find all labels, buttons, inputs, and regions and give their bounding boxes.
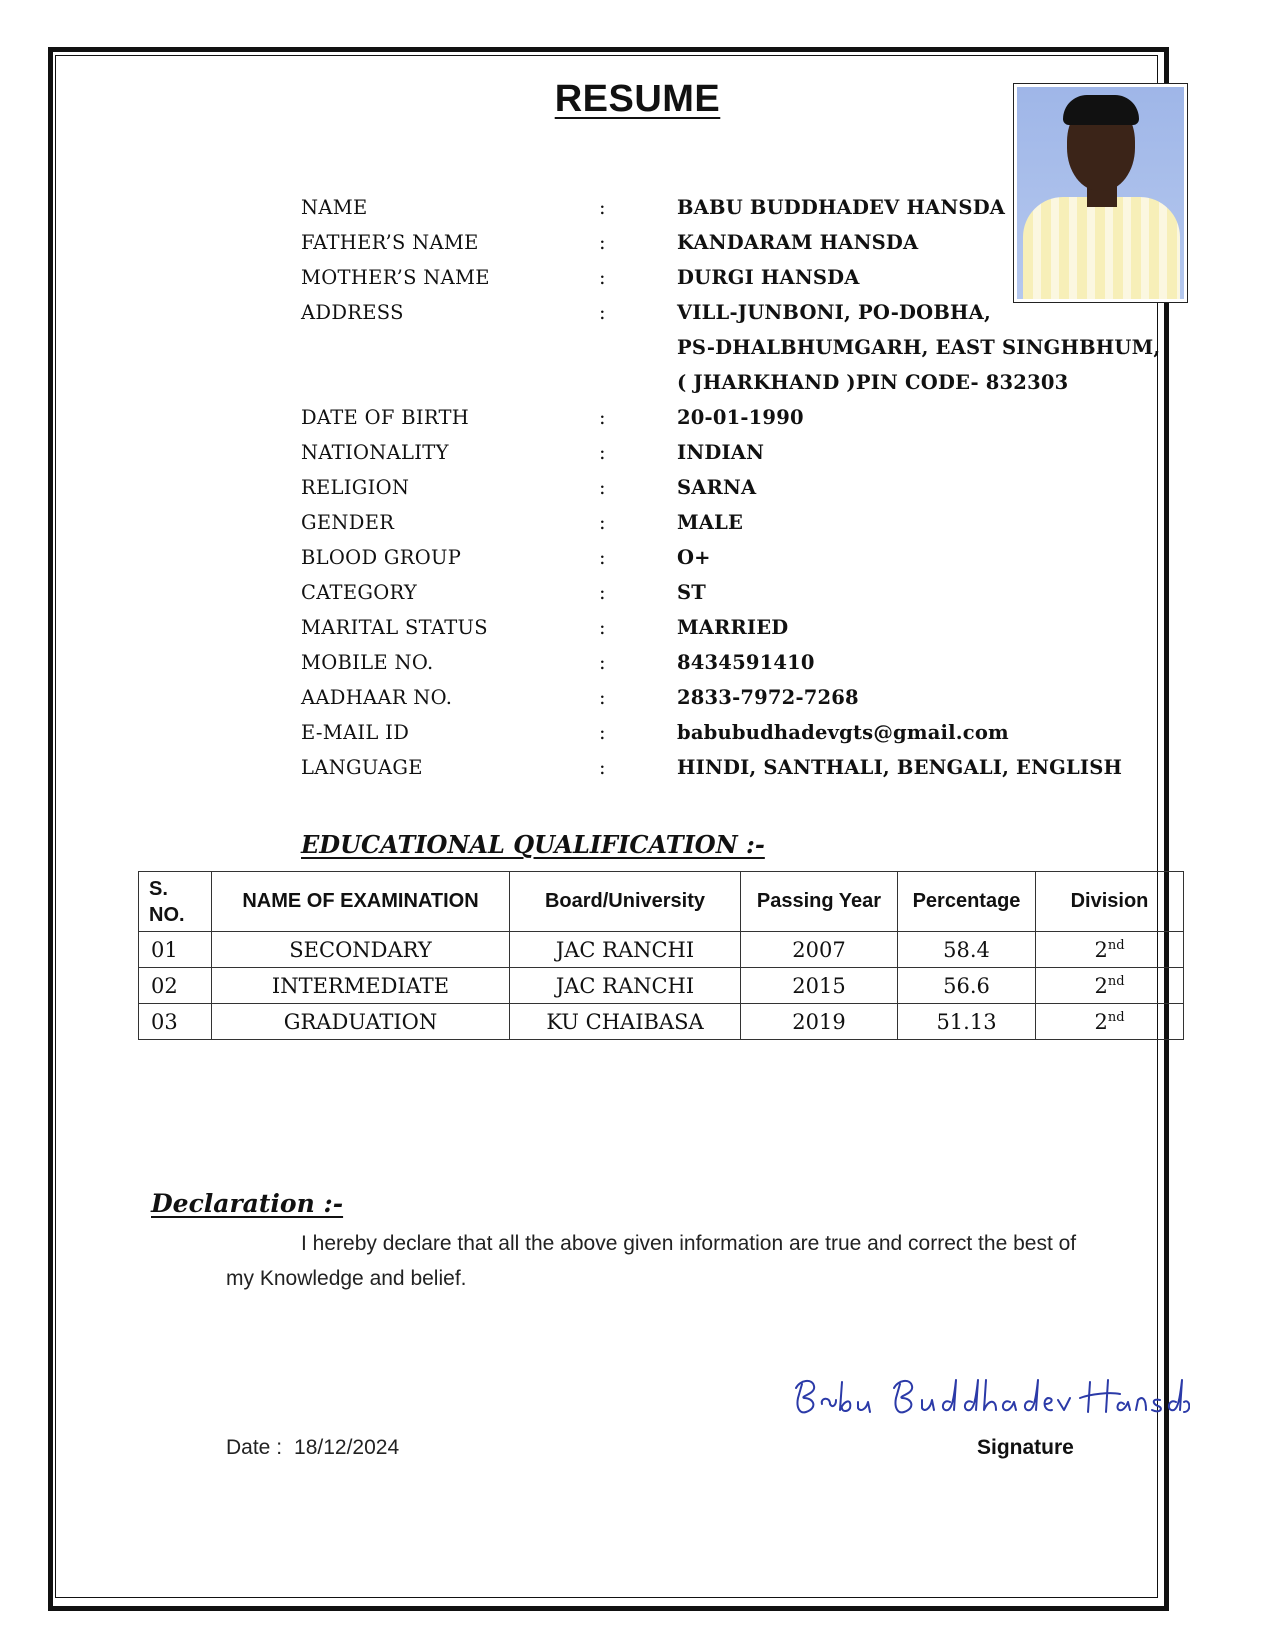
cell-sno: 02 — [139, 968, 212, 1004]
education-table-header — [139, 872, 1184, 932]
detail-label: NAME — [301, 196, 368, 219]
cell-sno: 01 — [139, 932, 212, 968]
detail-label: LANGUAGE — [301, 756, 423, 779]
detail-value: PS-DHALBHUMGARH, EAST SINGHBHUM, — [677, 336, 1161, 359]
detail-row — [301, 225, 1141, 260]
detail-value: BABU BUDDHADEV HANSDA — [677, 196, 1006, 219]
detail-colon: : — [599, 651, 606, 674]
col-header-year: Passing Year — [741, 872, 898, 932]
cell-year: 2019 — [741, 1004, 898, 1040]
detail-row — [301, 260, 1141, 295]
detail-colon: : — [599, 546, 606, 569]
education-table — [138, 871, 1184, 1040]
detail-row — [301, 540, 1141, 575]
division-value: 2 — [1094, 1009, 1108, 1034]
detail-label: ADDRESS — [301, 301, 404, 324]
detail-row — [301, 295, 1141, 330]
education-heading: EDUCATIONAL QUALIFICATION :- — [301, 830, 765, 859]
cell-board: KU CHAIBASA — [510, 1004, 741, 1040]
detail-value: MARRIED — [677, 616, 789, 639]
detail-label: DATE OF BIRTH — [301, 406, 470, 429]
detail-row — [301, 680, 1141, 715]
detail-label: RELIGION — [301, 476, 410, 499]
cell-exam: GRADUATION — [212, 1004, 510, 1040]
cell-exam: INTERMEDIATE — [212, 968, 510, 1004]
detail-colon: : — [599, 721, 606, 744]
table-row — [139, 1004, 1184, 1040]
detail-row — [301, 365, 1141, 400]
col-header-sno: S. NO. — [139, 872, 212, 932]
date-line — [226, 1436, 399, 1460]
detail-colon: : — [599, 231, 606, 254]
col-header-exam: NAME OF EXAMINATION — [212, 872, 510, 932]
date-label: Date : — [226, 1436, 283, 1459]
detail-label: FATHER’S NAME — [301, 231, 479, 254]
handwritten-signature — [790, 1368, 1190, 1428]
detail-label: BLOOD GROUP — [301, 546, 462, 569]
cell-year: 2015 — [741, 968, 898, 1004]
detail-colon: : — [599, 616, 606, 639]
signature-label: Signature — [977, 1436, 1074, 1459]
cell-percentage: 58.4 — [898, 932, 1036, 968]
division-value: 2 — [1094, 973, 1108, 998]
detail-value: SARNA — [677, 476, 757, 499]
detail-label: CATEGORY — [301, 581, 418, 604]
detail-row — [301, 575, 1141, 610]
detail-colon: : — [599, 756, 606, 779]
detail-colon: : — [599, 406, 606, 429]
detail-row — [301, 330, 1161, 365]
personal-details — [301, 190, 1161, 785]
detail-colon: : — [599, 266, 606, 289]
detail-label: MOTHER’S NAME — [301, 266, 490, 289]
detail-colon: : — [599, 441, 606, 464]
detail-value: INDIAN — [677, 441, 765, 464]
cell-board: JAC RANCHI — [510, 968, 741, 1004]
col-header-division: Division — [1036, 872, 1184, 932]
detail-colon: : — [599, 301, 606, 324]
cell-division — [1036, 1004, 1184, 1040]
detail-colon: : — [599, 511, 606, 534]
cell-percentage: 51.13 — [898, 1004, 1036, 1040]
division-suffix: nd — [1107, 973, 1125, 989]
cell-exam: SECONDARY — [212, 932, 510, 968]
page-title: RESUME — [554, 78, 721, 120]
detail-row — [301, 505, 1141, 540]
detail-label: AADHAAR NO. — [301, 686, 453, 709]
detail-label: GENDER — [301, 511, 395, 534]
detail-row — [301, 470, 1141, 505]
detail-colon: : — [599, 686, 606, 709]
detail-value: 20-01-1990 — [677, 406, 804, 429]
detail-colon: : — [599, 581, 606, 604]
detail-value: 8434591410 — [677, 651, 815, 674]
detail-row — [301, 715, 1141, 750]
declaration-text: I hereby declare that all the above given information are true and correct the best of my Knowledge and belief. — [226, 1232, 1077, 1290]
detail-row — [301, 645, 1141, 680]
detail-value: MALE — [677, 511, 744, 534]
detail-colon: : — [599, 196, 606, 219]
detail-row — [301, 610, 1141, 645]
table-row — [139, 968, 1184, 1004]
detail-value: DURGI HANSDA — [677, 266, 860, 289]
detail-row — [301, 750, 1141, 785]
detail-value: KANDARAM HANSDA — [677, 231, 919, 254]
detail-label: MARITAL STATUS — [301, 616, 488, 639]
cell-percentage: 56.6 — [898, 968, 1036, 1004]
detail-value: ( JHARKHAND )PIN CODE- 832303 — [677, 371, 1069, 394]
detail-colon: : — [599, 476, 606, 499]
col-header-board: Board/University — [510, 872, 741, 932]
division-suffix: nd — [1107, 937, 1125, 953]
col-header-percentage: Percentage — [898, 872, 1036, 932]
detail-value: O+ — [677, 546, 711, 569]
detail-value: HINDI, SANTHALI, BENGALI, ENGLISH — [677, 756, 1123, 779]
detail-row — [301, 400, 1141, 435]
cell-division — [1036, 968, 1184, 1004]
detail-label: NATIONALITY — [301, 441, 449, 464]
detail-value: ST — [677, 581, 706, 604]
detail-label: E-MAIL ID — [301, 721, 410, 744]
division-suffix: nd — [1107, 1009, 1125, 1025]
detail-value: babubudhadevgts@gmail.com — [677, 721, 1009, 744]
cell-division — [1036, 932, 1184, 968]
declaration-heading: Declaration :- — [151, 1189, 344, 1218]
table-row — [139, 932, 1184, 968]
detail-row — [301, 190, 1141, 225]
cell-year: 2007 — [741, 932, 898, 968]
detail-label: MOBILE NO. — [301, 651, 434, 674]
date-value: 18/12/2024 — [294, 1436, 400, 1459]
division-value: 2 — [1094, 937, 1108, 962]
cell-sno: 03 — [139, 1004, 212, 1040]
cell-board: JAC RANCHI — [510, 932, 741, 968]
detail-value: VILL-JUNBONI, PO-DOBHA, — [677, 301, 991, 324]
detail-value: 2833-7972-7268 — [677, 686, 859, 709]
detail-row — [301, 435, 1141, 470]
